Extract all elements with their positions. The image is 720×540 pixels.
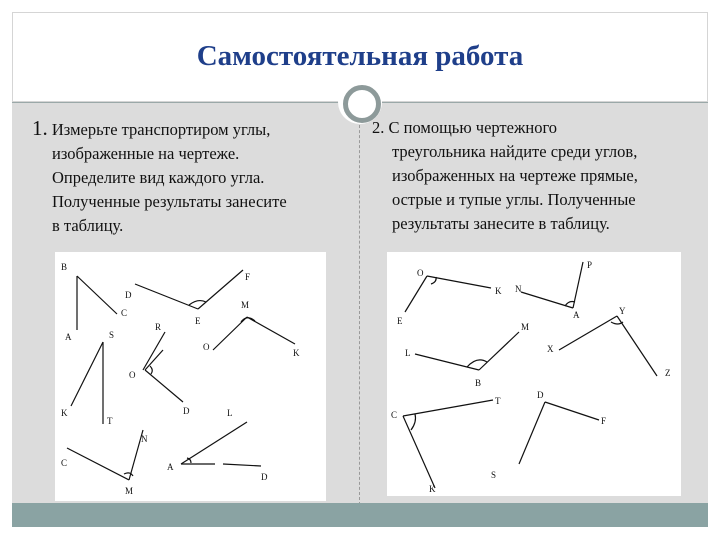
fig1-arc-m2 [124,473,133,476]
task-1 [32,116,352,238]
fig2-segment-df [545,402,599,420]
fig1-label-d3: D [261,472,268,482]
task-1-line-1 [32,116,352,142]
fig1-label-a2: A [167,462,174,472]
fig2-segment-ct [403,400,493,416]
fig1-label-k: K [293,348,300,358]
fig1-label-m2: M [125,486,134,496]
fig1-segment-bc [77,276,117,314]
fig1-label-e: E [195,316,201,326]
task-2-line-2: треугольника найдите среди углов, [392,142,638,161]
fig1-label-s: S [109,330,115,340]
fig1-segment-ks [71,342,103,406]
fig2-label-y: Y [619,306,626,316]
fig1-segment-d [223,464,261,466]
fig1-label-n: N [141,434,148,444]
fig1-label-a: A [65,332,72,342]
fig2-label-l: L [405,348,411,358]
fig2-segment-yz [617,316,657,376]
slide-title: Самостоятельная работа [196,40,524,72]
fig1-segment-al [181,422,247,464]
fig2-label-s: S [491,470,497,480]
angles-figure-2-drawing [387,252,681,496]
fig2-arc-c [411,414,416,430]
task-1-line-5: в таблицу. [52,216,124,235]
fig2-segment-xy [559,316,617,350]
fig1-label-d2: D [183,406,190,416]
fig1-label-c: C [121,308,128,318]
fig1-label-o1: O [203,342,210,352]
angles-figure-1 [55,252,326,501]
fig2-segment-lb [415,354,479,370]
fig1-label-k2: K [61,408,68,418]
fig1-label-f: F [245,272,251,282]
fig1-label-o2: O [129,370,136,380]
fig2-label-e: E [397,316,403,326]
fig1-arc-o [150,366,152,374]
angles-figure-1-drawing [55,252,326,501]
fig2-label-b: B [475,378,482,388]
task-2-line-3: изображенных на чертеже прямые, [392,166,638,185]
task-2-line-4: острые и тупые углы. Полученные [392,190,636,209]
fig2-label-o: O [417,268,424,278]
fig1-segment-cm [67,448,129,480]
fig2-label-m: M [521,322,530,332]
fig2-label-x: X [547,344,554,354]
task-2 [372,116,708,236]
fig1-label-l: L [227,408,233,418]
bottom-bar [12,503,708,527]
fig2-label-t: T [495,396,501,406]
fig2-segment-ds [519,402,545,464]
fig1-segment-ef [198,270,243,309]
fig2-label-c: C [391,410,398,420]
fig1-label-t: T [107,416,113,426]
task-1-text-1: Измерьте транспортиром углы, [51,120,271,139]
fig1-segment-de [135,284,198,309]
fig2-label-f: F [601,416,607,426]
fig2-label-n: N [515,284,522,294]
column-divider [359,115,360,505]
fig2-segment-ck [403,416,435,488]
fig2-label-d: D [537,390,544,400]
fig1-label-r: R [155,322,162,332]
fig2-label-p: P [587,260,593,270]
fig2-segment-ap [573,262,583,308]
task-1-number: 1. [32,116,48,140]
fig2-label-k2: K [429,484,436,494]
fig1-segment-os [145,350,163,370]
fig1-label-m: M [241,300,250,310]
task-2-line-1: 2. С помощью чертежного [372,118,558,137]
angles-figure-2 [387,252,681,496]
fig2-segment-bm [479,332,519,370]
fig2-label-a: A [573,310,580,320]
fig1-label-b: B [61,262,68,272]
task-1-line-3: Определите вид каждого угла. [52,168,265,187]
task-1-line-2: изображенные на чертеже. [52,144,240,163]
task-2-line-5: результаты занесите в таблицу. [392,214,610,233]
fig2-label-z: Z [665,368,671,378]
fig2-label-k: K [495,286,502,296]
fig1-label-d: D [125,290,132,300]
fig1-label-c2: C [61,458,68,468]
fig2-segment-eo [405,276,427,312]
fig1-segment-om [213,317,247,350]
task-1-line-4: Полученные результаты занесите [52,192,287,211]
fig1-segment-od [145,370,183,402]
